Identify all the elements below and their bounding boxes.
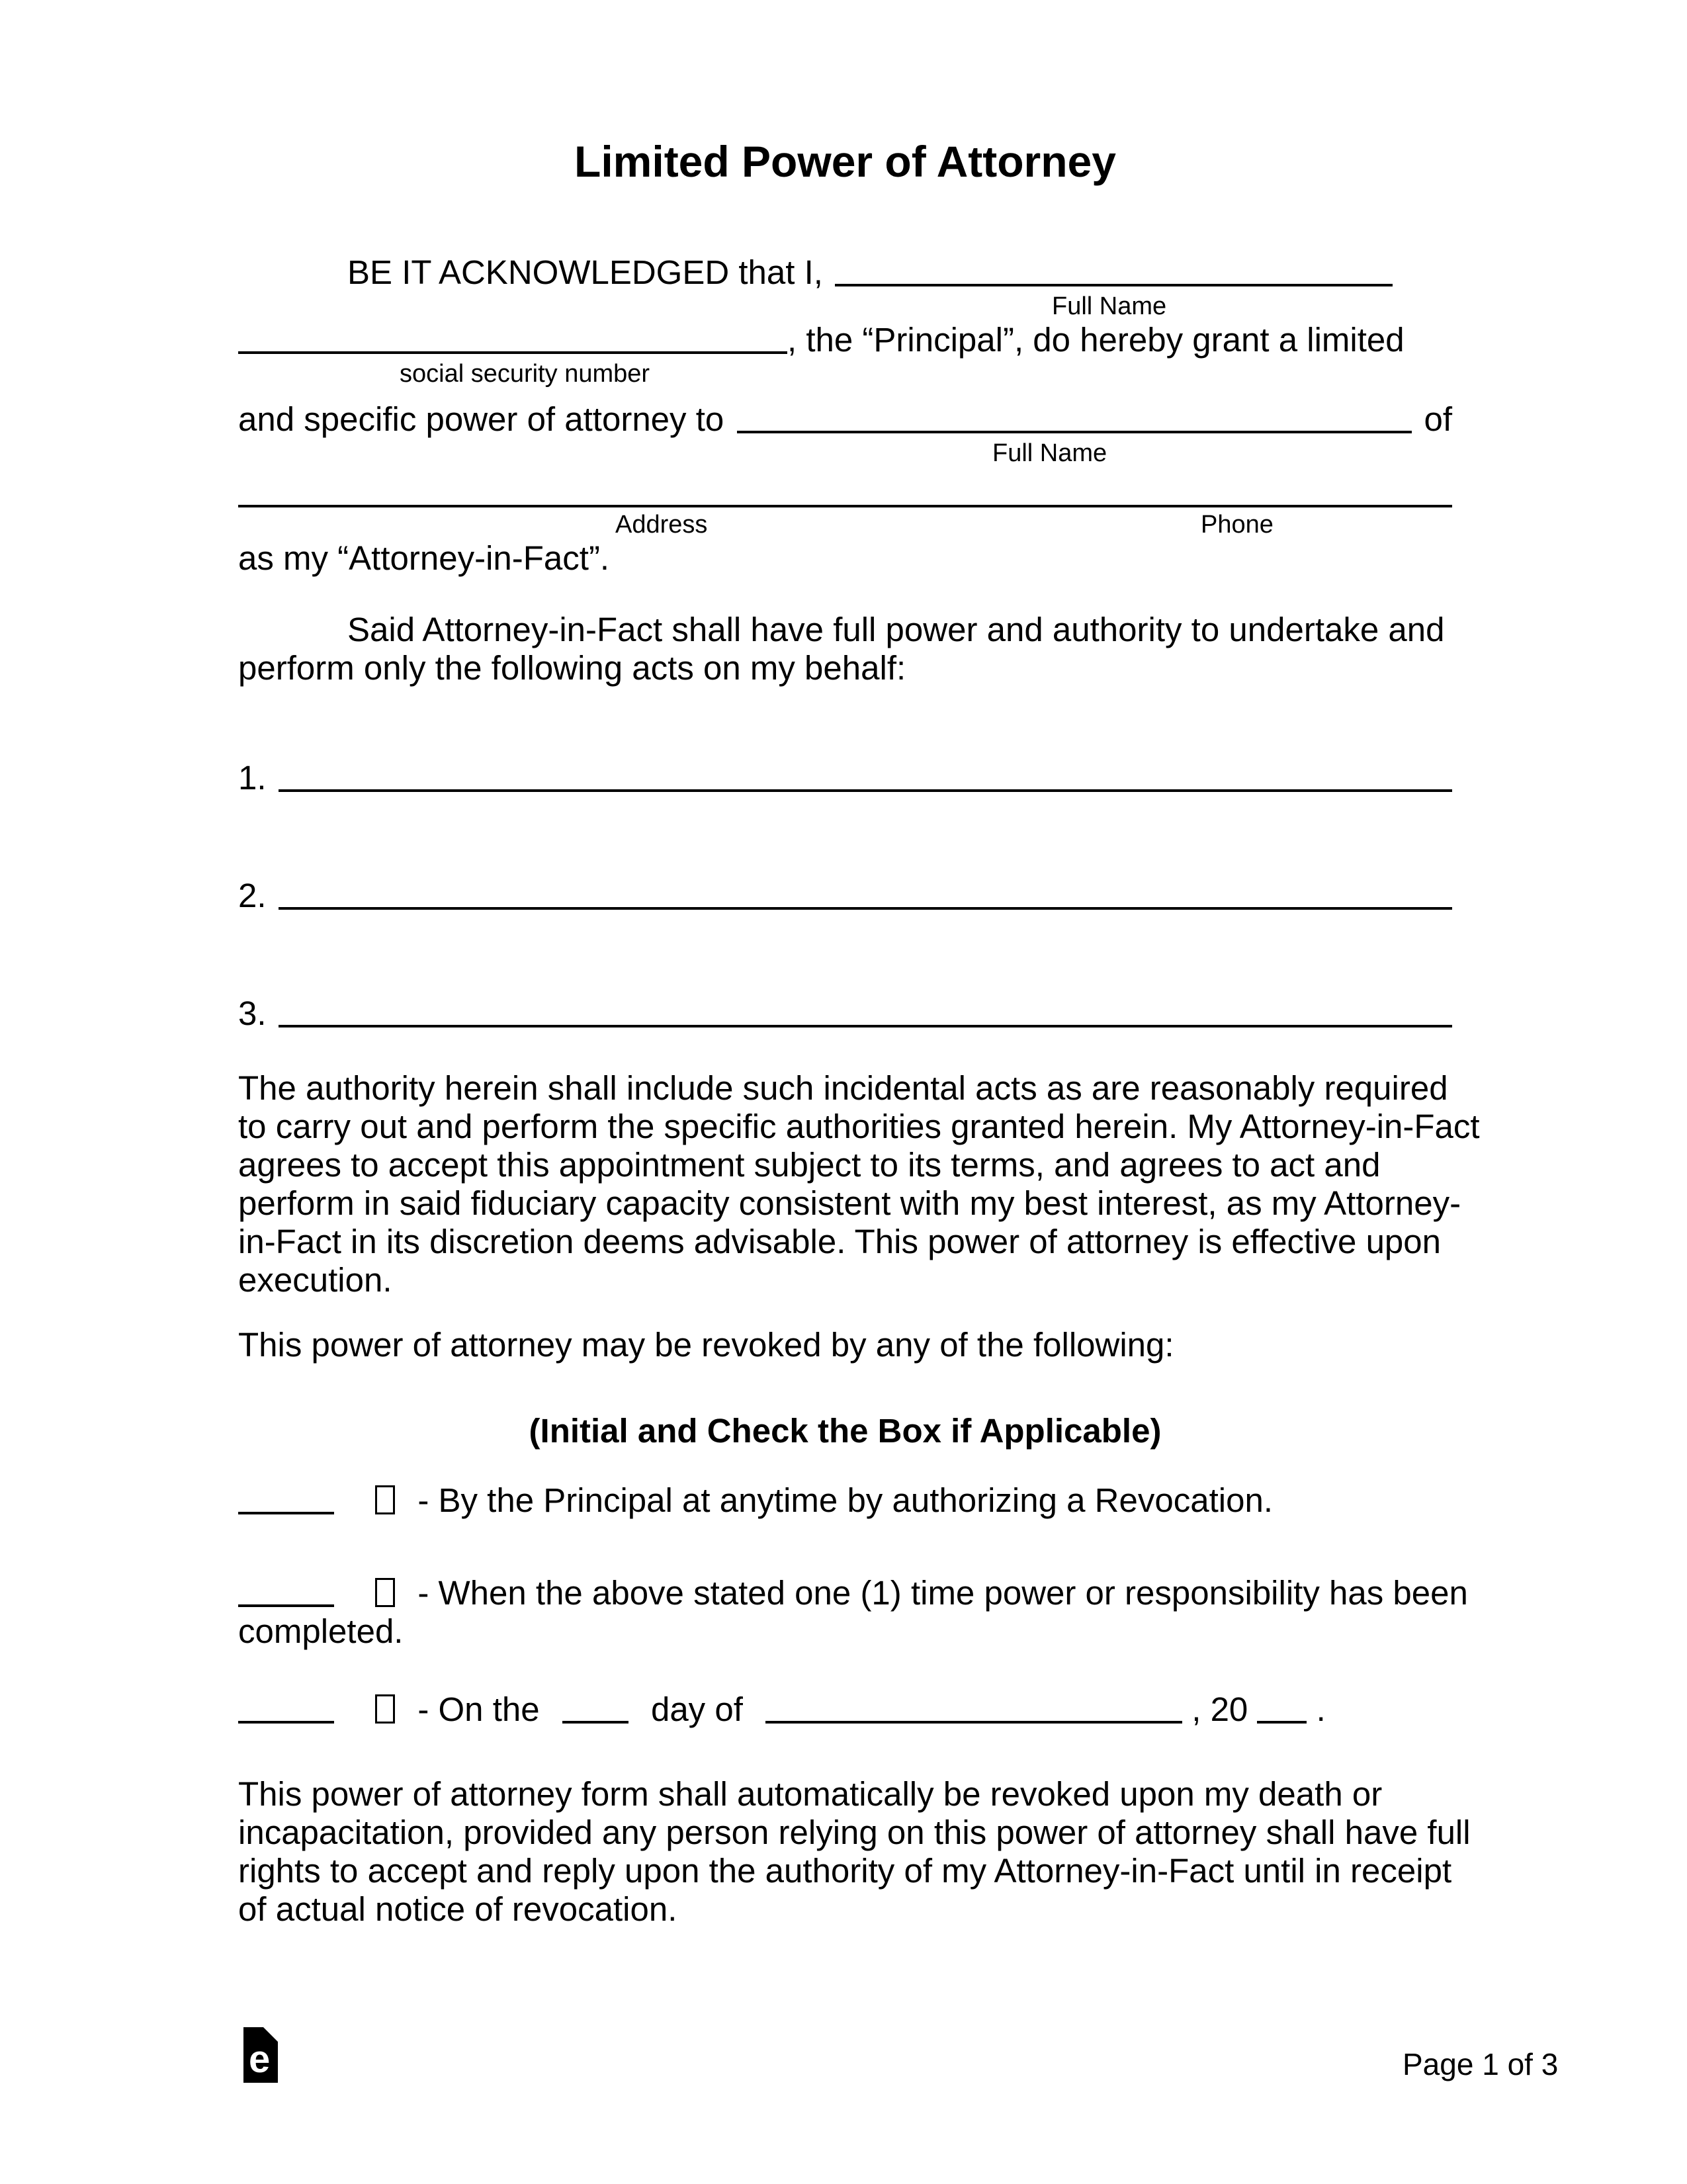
revocation-option-2 [238,1574,1468,1651]
authority-clause-line-6: execution. [238,1261,392,1299]
checkbox-icon[interactable] [375,1578,395,1607]
revocation-intro: This power of attorney may be revoked by any of the following: [238,1326,1174,1364]
social-security-number-blank[interactable] [238,321,787,354]
authority-clause-line-4: perform in said fiduciary capacity consistent with my best interest, as my Attorney- [238,1184,1461,1222]
principal-full-name-blank[interactable] [835,253,1393,286]
month-blank[interactable] [765,1690,1182,1724]
eforms-logo [243,2027,278,2083]
day-blank[interactable] [562,1690,628,1724]
address-label: Address [615,511,708,539]
page-title: Limited Power of Attorney [574,137,1116,186]
said-paragraph-line-1: Said Attorney-in-Fact shall have full power and authority to undertake and [347,611,1445,648]
act-2-number: 2. [238,877,267,914]
option-2-text-line-1: - When the above stated one (1) time power or responsibility has been [417,1574,1468,1612]
initials-blank-2[interactable] [238,1574,334,1607]
option-1-text: - By the Principal at anytime by authorizing a Revocation. [417,1481,1273,1519]
revocation-option-3 [238,1690,1452,1729]
ssn-label: social security number [400,360,650,388]
grant-prefix: and specific power of attorney to [238,400,724,438]
act-3-number: 3. [238,994,267,1032]
phone-label: Phone [1200,511,1274,539]
ssn-label-row [238,359,1452,388]
principal-line [238,321,1452,359]
option-3-year-prefix: , 20 [1191,1690,1248,1728]
full-name-label-row-1 [238,292,1452,321]
revocation-option-1 [238,1481,1452,1520]
said-paragraph-line-2: perform only the following acts on my behalf: [238,649,906,687]
act-1-blank[interactable] [279,759,1452,792]
act-2-blank[interactable] [279,877,1452,910]
option-3-period: . [1316,1690,1326,1728]
address-phone-blank[interactable] [238,474,1452,507]
acknowledged-line [238,253,1452,292]
page-indicator: Page 1 of 3 [1403,2047,1559,2081]
termination-line-4: of actual notice of revocation. [238,1890,677,1928]
authority-clause-line-2: to carry out and perform the specific authorities granted herein. My Attorney-in-Fact [238,1108,1480,1145]
option-3-prefix: - On the [417,1690,540,1728]
year-blank[interactable] [1257,1690,1307,1724]
full-name-label-2: Full Name [992,439,1107,467]
act-item-3 [238,994,1452,1033]
termination-line-3: rights to accept and reply upon the authority of my Attorney-in-Fact until in receipt [238,1852,1452,1890]
address-phone-label-row [238,510,1452,539]
eforms-logo-letter: e [249,2038,271,2081]
authority-clause-line-1: The authority herein shall include such incidental acts as are reasonably required [238,1069,1448,1107]
termination-clause [238,1775,1471,1929]
checkbox-icon[interactable] [375,1694,395,1724]
authority-clause-line-3: agrees to accept this appointment subject to its terms, and agrees to act and [238,1146,1381,1184]
initials-blank-1[interactable] [238,1481,334,1514]
termination-line-2: incapacitation, provided any person relying on this power of attorney shall have full [238,1813,1471,1851]
acknowledged-prefix: BE IT ACKNOWLEDGED that I, [347,253,823,291]
agent-full-name-blank[interactable] [737,400,1412,433]
checkbox-icon[interactable] [375,1485,395,1514]
said-paragraph [238,611,1452,687]
grant-suffix: of [1424,400,1452,438]
option-2-text-line-2: completed. [238,1612,404,1650]
authority-clause [238,1069,1480,1299]
option-3-day-of: day of [650,1690,743,1728]
termination-line-1: This power of attorney form shall automatically be revoked upon my death or [238,1775,1383,1813]
initial-check-heading: (Initial and Check the Box if Applicable) [529,1412,1162,1450]
authority-clause-line-5: in-Fact in its discretion deems advisable. This power of attorney is effective upon [238,1223,1442,1260]
grant-line [238,400,1452,439]
full-name-label-row-2 [238,439,1452,468]
attorney-in-fact-line: as my “Attorney-in-Fact”. [238,539,610,577]
act-1-number: 1. [238,759,267,797]
act-item-1 [238,759,1452,797]
act-item-2 [238,877,1452,915]
act-3-blank[interactable] [279,994,1452,1027]
full-name-label: Full Name [1052,292,1167,320]
principal-suffix: , the “Principal”, do hereby grant a limited [787,321,1405,359]
initials-blank-3[interactable] [238,1690,334,1724]
